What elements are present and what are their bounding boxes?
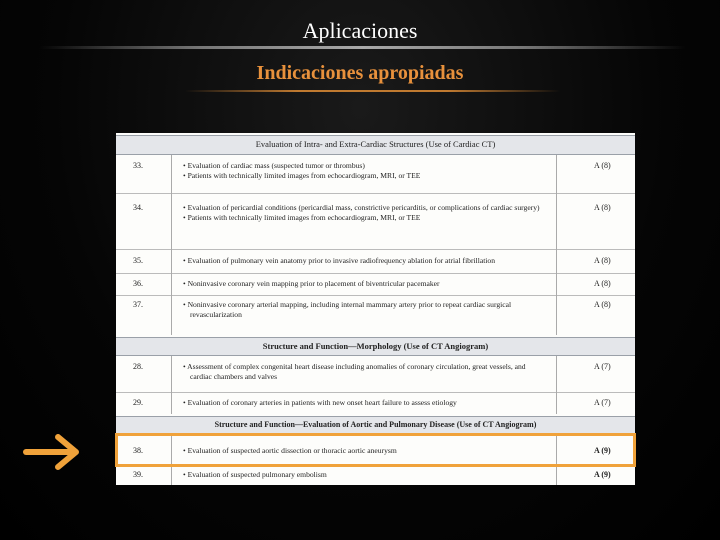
rating: A (8) — [594, 300, 611, 309]
criterion-item: • Evaluation of pericardial conditions (pericardial mass, constrictive pericarditis, or complications of cardiac surgery) — [183, 203, 540, 212]
row-number: 37. — [133, 300, 143, 309]
arrow-right-icon — [20, 432, 86, 472]
rating: A (9) — [594, 446, 611, 455]
row-number: 28. — [133, 362, 143, 371]
criterion-item: • Patients with technically limited images from echocardiogram, MRI, or TEE — [183, 213, 421, 222]
rating: A (8) — [594, 279, 611, 288]
row-number: 35. — [133, 256, 143, 265]
row-number: 38. — [133, 446, 143, 455]
table-row — [116, 249, 635, 273]
table-row — [116, 392, 635, 414]
criterion-item: • Evaluation of pulmonary vein anatomy prior to invasive radiofrequency ablation for atrial fibrillation — [183, 256, 496, 265]
rating: A (8) — [594, 161, 611, 170]
rating: A (7) — [594, 362, 611, 371]
criterion-item: • Noninvasive coronary arterial mapping, including internal mammary artery prior to repeat cardiac surgical revascularization — [183, 300, 512, 319]
criterion-item: • Evaluation of coronary arteries in patients with new onset heart failure to assess etiology — [183, 398, 457, 407]
slide-subtitle: Indicaciones apropiadas — [256, 62, 464, 84]
rating: A (7) — [594, 398, 611, 407]
rating: A (8) — [594, 256, 611, 265]
section-header: Structure and Function—Morphology (Use of CT Angiogram) — [116, 337, 635, 356]
criterion-item: • Assessment of complex congenital heart disease including anomalies of coronary circulation, great vessels, and cardiac chambers and valves — [183, 362, 526, 381]
row-number: 34. — [133, 203, 143, 212]
table-row — [116, 356, 635, 392]
criterion-item: • Evaluation of suspected pulmonary embolism — [183, 470, 327, 479]
criterion-item: • Patients with technically limited images from echocardiogram, MRI, or TEE — [183, 171, 421, 180]
section-header: Evaluation of Intra- and Extra-Cardiac Structures (Use of Cardiac CT) — [116, 135, 635, 155]
table-row — [116, 193, 635, 249]
slide-title: Aplicaciones — [302, 18, 418, 43]
row-number: 33. — [133, 161, 143, 170]
table-row — [116, 155, 635, 193]
highlight-box — [115, 433, 636, 467]
criterion-item: • Evaluation of suspected aortic dissection or thoracic aortic aneurysm — [183, 446, 397, 455]
row-number: 29. — [133, 398, 143, 407]
row-number: 39. — [133, 470, 143, 479]
table-row — [116, 295, 635, 335]
criterion-item: • Evaluation of cardiac mass (suspected tumor or thrombus) — [183, 161, 365, 170]
table-row — [116, 273, 635, 295]
criterion-item: • Noninvasive coronary vein mapping prior to placement of biventricular pacemaker — [183, 279, 440, 288]
title-divider — [40, 46, 685, 49]
rating: A (8) — [594, 203, 611, 212]
row-number: 36. — [133, 279, 143, 288]
subtitle-divider — [185, 90, 560, 92]
rating: A (9) — [594, 470, 611, 479]
section-header: Structure and Function—Evaluation of Aortic and Pulmonary Disease (Use of CT Angiogram) — [116, 416, 635, 434]
table-row — [116, 464, 635, 485]
